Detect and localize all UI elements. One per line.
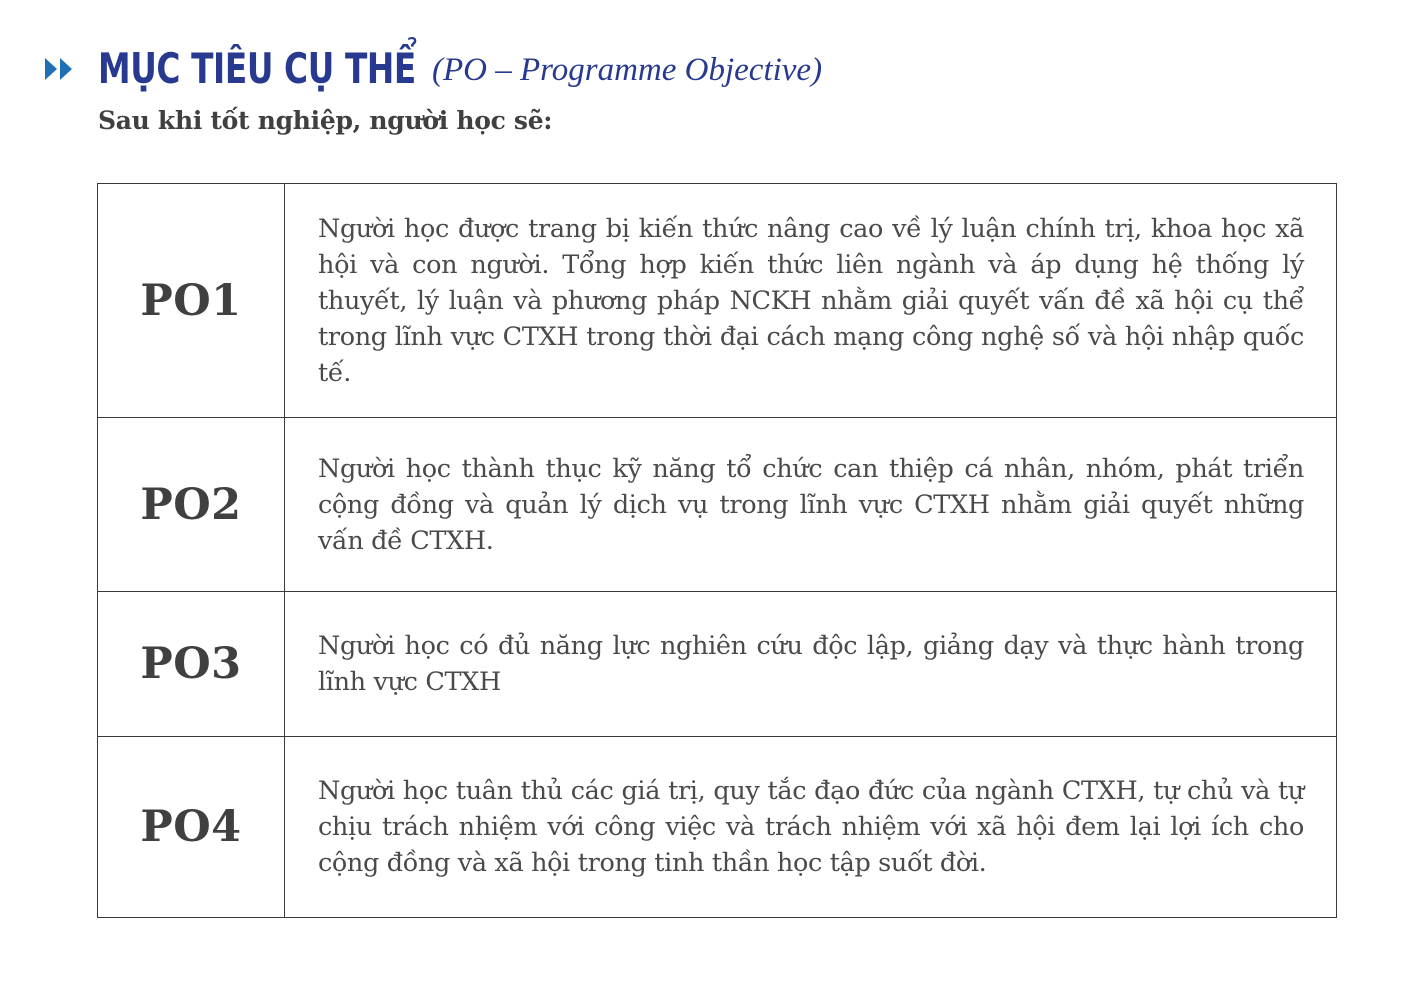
objective-description: Người học có đủ năng lực nghiên cứu độc lập, giảng dạy và thực hành trong lĩnh vực CTXH — [318, 631, 1304, 697]
section-header — [44, 38, 822, 98]
section-title: MỤC TIÊU CỤ THỂ — [98, 43, 416, 93]
objective-description-cell — [285, 737, 1337, 918]
objective-code: PO2 — [98, 418, 285, 592]
objective-description: Người học được trang bị kiến thức nâng cao về lý luận chính trị, khoa học xã hội và con người. Tổng hợp kiến thức liên ngành và áp dụng hệ thống lý thuyết, lý luận và phương pháp NCKH nhằm giải quyết vấn đề xã hội cụ thể trong lĩnh vực CTXH trong thời đại cách mạng công nghệ số và hội nhập quốc tế. — [318, 213, 1304, 388]
intro-text: Sau khi tốt nghiệp, người học sẽ: — [98, 106, 553, 135]
objective-code: PO3 — [98, 592, 285, 737]
double-chevron-right-icon — [44, 55, 76, 83]
table-row — [98, 592, 1337, 737]
objective-description-cell — [285, 418, 1337, 592]
objective-code: PO4 — [98, 737, 285, 918]
objective-description: Người học thành thục kỹ năng tổ chức can thiệp cá nhân, nhóm, phát triển cộng đồng và quản lý dịch vụ trong lĩnh vực CTXH nhằm giải quyết những vấn đề CTXH. — [318, 453, 1304, 556]
objective-description: Người học tuân thủ các giá trị, quy tắc đạo đức của ngành CTXH, tự chủ và tự chịu trách nhiệm với công việc và trách nhiệm với xã hội đem lại lợi ích cho cộng đồng và xã hội trong tinh thần học tập suốt đời. — [318, 776, 1304, 878]
table-row — [98, 418, 1337, 592]
table-row — [98, 737, 1337, 918]
objective-description-cell — [285, 184, 1337, 418]
objectives-table — [97, 183, 1337, 918]
section-subtitle: (PO – Programme Objective) — [432, 51, 823, 88]
table-row — [98, 184, 1337, 418]
objective-description-cell — [285, 592, 1337, 737]
objective-code: PO1 — [98, 184, 285, 418]
